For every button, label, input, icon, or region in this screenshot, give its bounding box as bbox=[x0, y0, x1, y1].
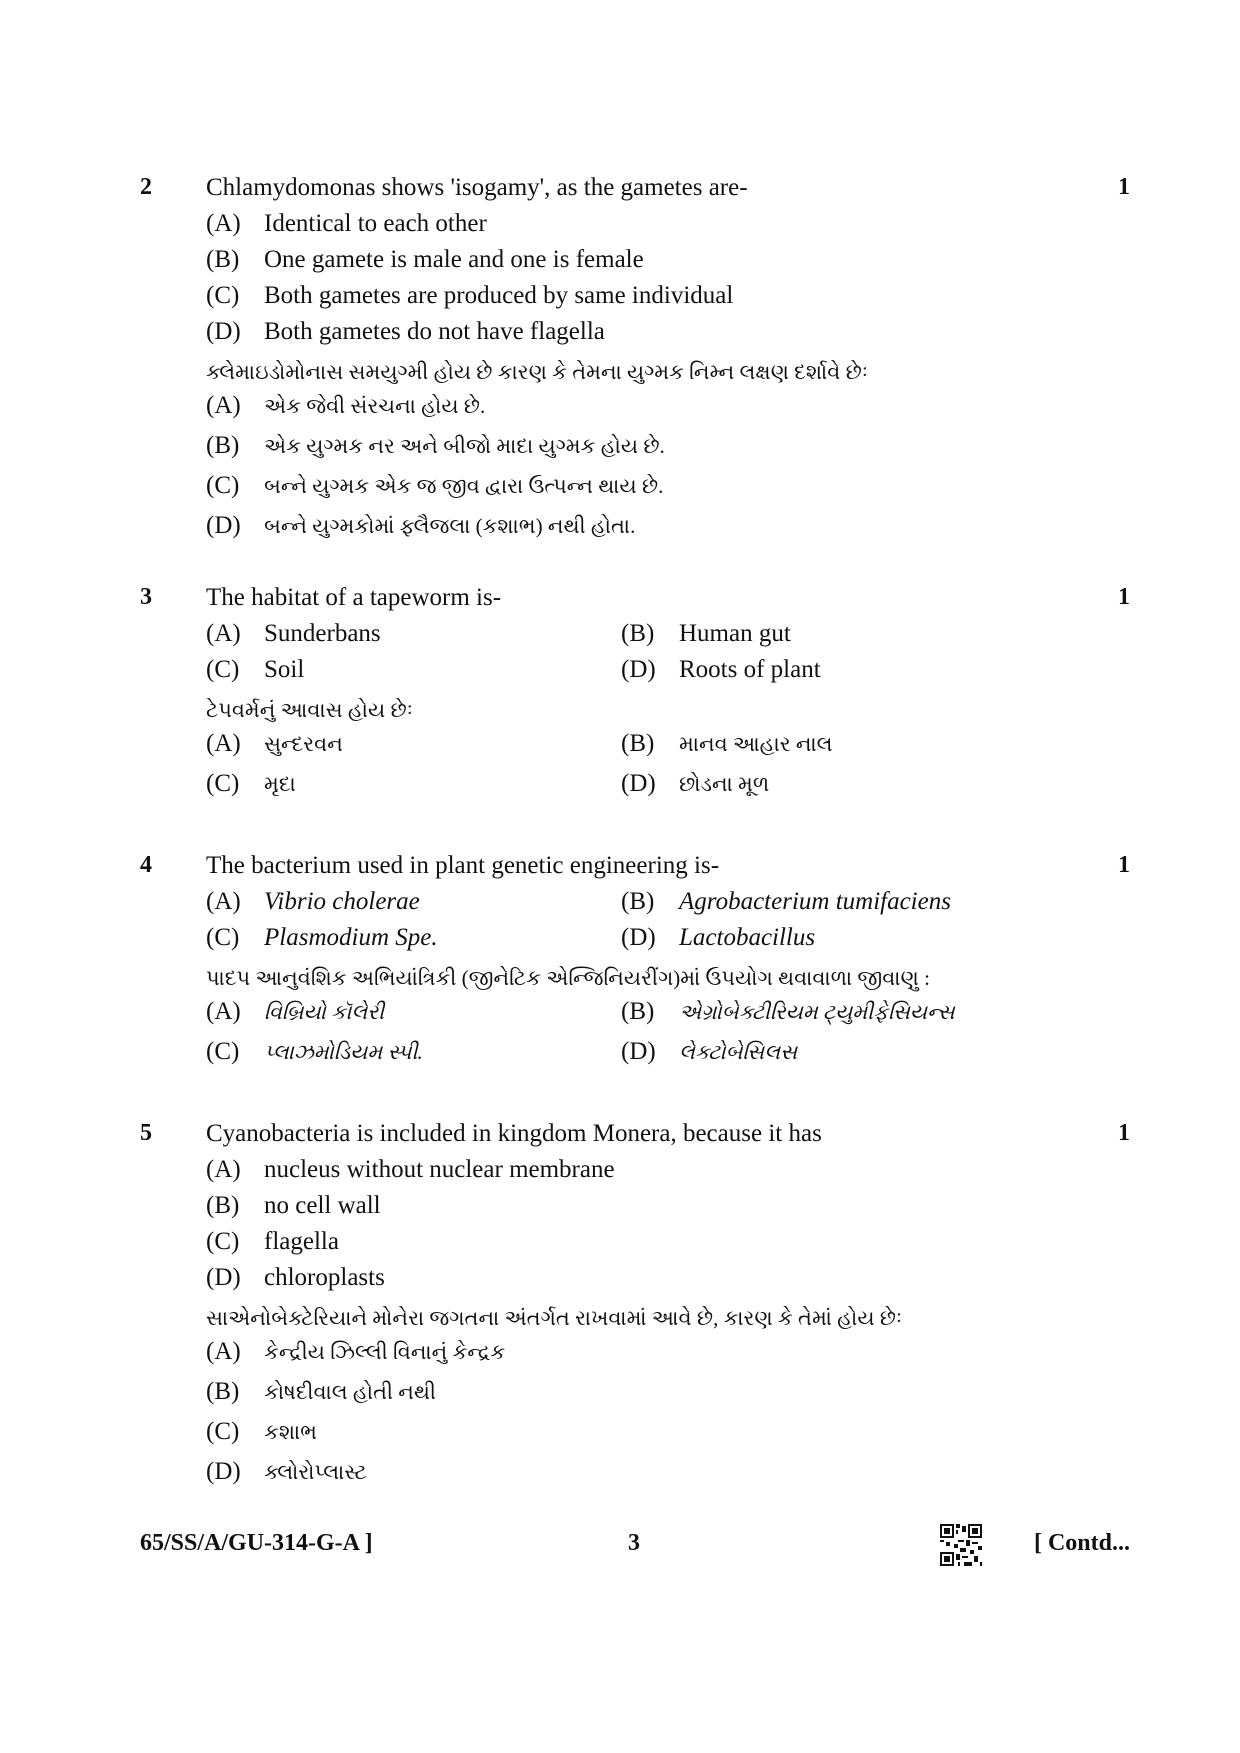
option-b-gujarati: (B) એગ્રોબેક્ટીરિયમ ટ્યુમીફેસિયન્સ bbox=[621, 998, 955, 1025]
question-text: The habitat of a tapeworm is- bbox=[206, 584, 502, 611]
option-b: (B) no cell wall bbox=[206, 1192, 381, 1219]
option-b: (B) Agrobacterium tumifaciens bbox=[621, 888, 951, 915]
option-d: (D) Lactobacillus bbox=[621, 924, 816, 951]
option-a-gujarati: (A) કેન્દ્રીય ઝિલ્લી વિનાનું કેન્દ્રક bbox=[206, 1338, 506, 1365]
question-number: 5 bbox=[140, 1120, 152, 1146]
option-d: (D) chloroplasts bbox=[206, 1264, 385, 1291]
option-c: (C) Plasmodium Spe. bbox=[206, 924, 438, 951]
page-footer bbox=[140, 1530, 1130, 1570]
option-b-gujarati: (B) માનવ આહાર નાલ bbox=[621, 730, 833, 757]
option-a-gujarati: (A) સુન્દરવન bbox=[206, 730, 343, 757]
option-b: (B) Human gut bbox=[621, 620, 791, 647]
option-a: (A) nucleus without nuclear membrane bbox=[206, 1156, 615, 1183]
question-text-gujarati: પાદપ આનુવંશિક અભિયાંત્રિકી (જીનેટિક એન્જિનિયરીંગ)માં ઉપયોગ થવાવાળા જીવાણુ : bbox=[206, 966, 930, 990]
question-4 bbox=[140, 852, 1130, 1078]
option-c-gujarati: (C) પ્લાઝમોડિયમ સ્પી. bbox=[206, 1038, 423, 1065]
option-c: (C) flagella bbox=[206, 1228, 339, 1255]
question-text: Chlamydomonas shows 'isogamy', as the gametes are- bbox=[206, 174, 748, 201]
question-text-gujarati: ટેપવર્મનું આવાસ હોય છેઃ bbox=[206, 698, 413, 722]
option-c: (C) Both gametes are produced by same individual bbox=[206, 282, 734, 309]
option-b-gujarati: (B) કોષદીવાલ હોતી નથી bbox=[206, 1378, 437, 1405]
option-a: (A) Identical to each other bbox=[206, 210, 487, 237]
option-d: (D) Both gametes do not have flagella bbox=[206, 318, 605, 345]
option-d-gujarati: (D) બન્ને યુગ્મકોમાં ફ્લૈજલા (કશાભ) નથી હોતા. bbox=[206, 512, 636, 539]
question-marks: 1 bbox=[1118, 852, 1130, 878]
question-number: 3 bbox=[140, 584, 152, 610]
question-number: 2 bbox=[140, 174, 152, 200]
option-c-gujarati: (C) કશાભ bbox=[206, 1418, 317, 1445]
qr-code-icon bbox=[940, 1524, 982, 1566]
question-5 bbox=[140, 1120, 1130, 1498]
option-c: (C) Soil bbox=[206, 656, 305, 683]
page-number: 3 bbox=[628, 1530, 640, 1556]
question-text: Cyanobacteria is included in kingdom Monera, because it has bbox=[206, 1120, 822, 1147]
option-a: (A) Sunderbans bbox=[206, 620, 381, 647]
option-b-gujarati: (B) એક યુગ્મક નર અને બીજો માદા યુગ્મક હોય છે. bbox=[206, 432, 665, 459]
question-2 bbox=[140, 174, 1130, 552]
question-text: The bacterium used in plant genetic engineering is- bbox=[206, 852, 720, 879]
option-a-gujarati: (A) વિબ્રિયો કૉલેરી bbox=[206, 998, 385, 1025]
question-text-gujarati: ક્લેમાઇડોમોનાસ સમયુગ્મી હોય છે કારણ કે તેમના યુગ્મક નિમ્ન લક્ષણ દર્શાવે છેઃ bbox=[206, 360, 868, 384]
option-d: (D) Roots of plant bbox=[621, 656, 821, 683]
option-d-gujarati: (D) છોડના મૂળ bbox=[621, 770, 770, 797]
question-text-gujarati: સાએનોબેક્ટેરિયાને મોનેરા જગતના અંતર્ગત રાખવામાં આવે છે, કારણ કે તેમાં હોય છેઃ bbox=[206, 1306, 903, 1330]
option-a: (A) Vibrio cholerae bbox=[206, 888, 420, 915]
option-d-gujarati: (D) લેક્ટોબેસિલસ bbox=[621, 1038, 798, 1065]
question-number: 4 bbox=[140, 852, 152, 878]
question-marks: 1 bbox=[1118, 1120, 1130, 1146]
option-b: (B) One gamete is male and one is female bbox=[206, 246, 644, 273]
question-marks: 1 bbox=[1118, 174, 1130, 200]
option-c-gujarati: (C) બન્ને યુગ્મક એક જ જીવ દ્વારા ઉત્પન્ન થાય છે. bbox=[206, 472, 664, 499]
question-3 bbox=[140, 584, 1130, 810]
option-d-gujarati: (D) ક્લોરોપ્લાસ્ટ bbox=[206, 1458, 367, 1485]
question-marks: 1 bbox=[1118, 584, 1130, 610]
continued-label: [ Contd... bbox=[1033, 1530, 1130, 1556]
option-a-gujarati: (A) એક જેવી સંરચના હોય છે. bbox=[206, 392, 486, 419]
option-c-gujarati: (C) મૃદા bbox=[206, 770, 296, 797]
paper-code: 65/SS/A/GU-314-G-A ] bbox=[140, 1530, 373, 1556]
